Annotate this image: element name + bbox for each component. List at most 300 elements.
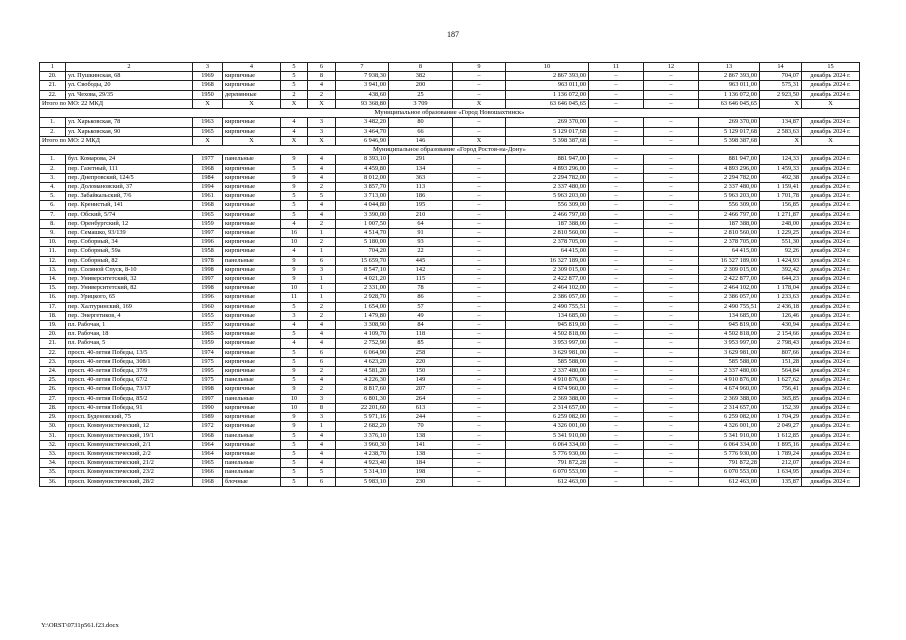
table-cell: 93 bbox=[389, 238, 453, 247]
table-cell: 492,38 bbox=[760, 173, 802, 182]
table-cell: 3 bbox=[308, 413, 336, 422]
table-cell: – bbox=[589, 81, 644, 90]
table-cell: 2 337 480,00 bbox=[699, 367, 760, 376]
table-cell: 1 701,78 bbox=[760, 192, 802, 201]
table-cell: 187 388,00 bbox=[506, 219, 589, 228]
table-cell: 6 259 082,00 bbox=[506, 413, 589, 422]
table-cell: кирпичные bbox=[223, 238, 281, 247]
table-cell: – bbox=[589, 468, 644, 477]
table-cell: – bbox=[644, 275, 699, 284]
table-cell: 5 bbox=[281, 302, 308, 311]
table-cell: 1965 bbox=[193, 127, 223, 136]
table-cell: 1990 bbox=[193, 403, 223, 412]
table-cell: декабрь 2024 г. bbox=[802, 385, 860, 394]
table-cell: 3 bbox=[308, 265, 336, 274]
table-row bbox=[40, 229, 860, 238]
table-cell: 5 129 017,68 bbox=[506, 127, 589, 136]
table-cell: просп. 40-летия Победы, 37/9 bbox=[66, 367, 193, 376]
table-cell: декабрь 2024 г. bbox=[802, 265, 860, 274]
table-cell: пер. Университетский, 82 bbox=[66, 284, 193, 293]
table-row bbox=[40, 403, 860, 412]
table-cell: декабрь 2024 г. bbox=[802, 339, 860, 348]
table-cell: – bbox=[644, 403, 699, 412]
table-cell: кирпичные bbox=[223, 357, 281, 366]
table-cell: 8 547,10 bbox=[336, 265, 389, 274]
table-cell: декабрь 2024 г. bbox=[802, 348, 860, 357]
table-cell: пер. Соборный, 34 bbox=[66, 238, 193, 247]
table-row bbox=[40, 127, 860, 136]
table-cell: 5 963 203,00 bbox=[506, 192, 589, 201]
table-cell: 613 bbox=[389, 403, 453, 412]
table-cell: 1969 bbox=[193, 72, 223, 81]
column-number-cell: 7 bbox=[336, 63, 389, 72]
table-cell: просп. 40-летия Победы, 85/2 bbox=[66, 394, 193, 403]
column-number-cell: 10 bbox=[506, 63, 589, 72]
table-cell: 6 064 334,00 bbox=[699, 440, 760, 449]
table-cell: – bbox=[453, 449, 506, 458]
total-cell: X bbox=[193, 99, 223, 108]
table-cell: 4 bbox=[281, 321, 308, 330]
table-cell: 4 674 960,00 bbox=[699, 385, 760, 394]
table-cell: 5 776 930,00 bbox=[699, 449, 760, 458]
table-cell: 29. bbox=[40, 413, 66, 422]
table-cell: 1 424,93 bbox=[760, 256, 802, 265]
table-cell: 1 178,04 bbox=[760, 284, 802, 293]
table-cell: 149 bbox=[389, 376, 453, 385]
table-cell: 556 309,00 bbox=[506, 201, 589, 210]
total-cell: X bbox=[802, 99, 860, 108]
table-cell: пер. Семашко, 93/139 bbox=[66, 229, 193, 238]
table-cell: 1 bbox=[308, 293, 336, 302]
table-cell: декабрь 2024 г. bbox=[802, 72, 860, 81]
table-cell: 200 bbox=[389, 81, 453, 90]
table-cell: 5 bbox=[281, 72, 308, 81]
table-cell: 2 378 705,00 bbox=[699, 238, 760, 247]
table-row bbox=[40, 422, 860, 431]
table-cell: 8. bbox=[40, 219, 66, 228]
table-cell: 9 bbox=[281, 422, 308, 431]
table-cell: 2 386 057,00 bbox=[506, 293, 589, 302]
table-cell: 4 226,30 bbox=[336, 376, 389, 385]
table-row bbox=[40, 265, 860, 274]
table-cell: 22 bbox=[389, 247, 453, 256]
table-cell: – bbox=[589, 422, 644, 431]
table-row bbox=[40, 81, 860, 90]
table-cell: – bbox=[453, 118, 506, 127]
table-cell: 1965 bbox=[193, 210, 223, 219]
table-cell: – bbox=[589, 403, 644, 412]
table-cell: 1968 bbox=[193, 477, 223, 486]
table-cell: декабрь 2024 г. bbox=[802, 183, 860, 192]
table-cell: 2 386 057,00 bbox=[699, 293, 760, 302]
total-cell: X bbox=[760, 136, 802, 145]
table-cell: 2 337 480,00 bbox=[699, 183, 760, 192]
table-cell: 791 872,28 bbox=[506, 459, 589, 468]
table-cell: – bbox=[453, 431, 506, 440]
column-number-cell: 5 bbox=[281, 63, 308, 72]
total-cell: 3 709 bbox=[389, 99, 453, 108]
table-cell: – bbox=[589, 183, 644, 192]
table-cell: 1977 bbox=[193, 155, 223, 164]
table-row bbox=[40, 72, 860, 81]
table-cell: 212,07 bbox=[760, 459, 802, 468]
table-cell: декабрь 2024 г. bbox=[802, 311, 860, 320]
table-cell: – bbox=[453, 357, 506, 366]
table-cell: 5 341 910,00 bbox=[699, 431, 760, 440]
table-cell: 2 309 015,00 bbox=[506, 265, 589, 274]
table-cell: просп. Коммунистический, 28/2 bbox=[66, 477, 193, 486]
table-cell: пер. Доломановский, 37 bbox=[66, 183, 193, 192]
table-cell: – bbox=[644, 118, 699, 127]
column-number-cell: 1 bbox=[40, 63, 66, 72]
table-row bbox=[40, 210, 860, 219]
table-cell: 612 463,00 bbox=[506, 477, 589, 486]
total-label: Итого по МО: 22 МКД bbox=[40, 99, 193, 108]
table-cell: 3 941,00 bbox=[336, 81, 389, 90]
table-cell: 184 bbox=[389, 459, 453, 468]
table-cell: декабрь 2024 г. bbox=[802, 330, 860, 339]
table-cell: – bbox=[589, 376, 644, 385]
table-cell: 1 271,87 bbox=[760, 210, 802, 219]
table-cell: 2 bbox=[308, 183, 336, 192]
table-cell: 1972 bbox=[193, 422, 223, 431]
table-cell: – bbox=[453, 284, 506, 293]
table-cell: 4 bbox=[281, 339, 308, 348]
table-cell: 4 893 296,00 bbox=[699, 164, 760, 173]
table-cell: кирпичные bbox=[223, 210, 281, 219]
total-cell: – bbox=[589, 99, 644, 108]
table-cell: – bbox=[589, 247, 644, 256]
table-cell: ул. Харьковская, 90 bbox=[66, 127, 193, 136]
table-cell: – bbox=[453, 376, 506, 385]
table-cell: 5 983,10 bbox=[336, 477, 389, 486]
table-cell: – bbox=[644, 422, 699, 431]
table-cell: 2 314 657,00 bbox=[506, 403, 589, 412]
table-cell: 230 bbox=[389, 477, 453, 486]
table-cell: 4 bbox=[308, 440, 336, 449]
table-cell: пл. Рабочая, 1 bbox=[66, 321, 193, 330]
table-cell: 2 294 782,00 bbox=[506, 173, 589, 182]
table-cell: – bbox=[453, 164, 506, 173]
table-cell: кирпичные bbox=[223, 192, 281, 201]
table-cell: 134 685,00 bbox=[506, 311, 589, 320]
table-cell: – bbox=[453, 219, 506, 228]
table-cell: 84 bbox=[389, 321, 453, 330]
table-cell: 1 136 072,00 bbox=[506, 90, 589, 99]
table-cell: декабрь 2024 г. bbox=[802, 127, 860, 136]
total-cell: 63 646 045,65 bbox=[699, 99, 760, 108]
table-cell: 4 238,70 bbox=[336, 449, 389, 458]
table-cell: 32. bbox=[40, 440, 66, 449]
table-cell: 1 654,00 bbox=[336, 302, 389, 311]
table-cell: 4 502 818,00 bbox=[506, 330, 589, 339]
table-row bbox=[40, 311, 860, 320]
table-cell: 2 bbox=[308, 367, 336, 376]
table-row bbox=[40, 376, 860, 385]
table-cell: 6 064 334,00 bbox=[506, 440, 589, 449]
table-cell: декабрь 2024 г. bbox=[802, 164, 860, 173]
table-cell: 5 180,00 bbox=[336, 238, 389, 247]
table-cell: 4 bbox=[308, 459, 336, 468]
table-cell: кирпичные bbox=[223, 219, 281, 228]
table-cell: 1959 bbox=[193, 339, 223, 348]
column-number-cell: 8 bbox=[389, 63, 453, 72]
table-cell: кирпичные bbox=[223, 127, 281, 136]
table-cell: 6. bbox=[40, 201, 66, 210]
table-cell: 156,85 bbox=[760, 201, 802, 210]
table-cell: 138 bbox=[389, 431, 453, 440]
table-cell: 5 bbox=[308, 192, 336, 201]
table-cell: 2 752,90 bbox=[336, 339, 389, 348]
table-cell: – bbox=[453, 275, 506, 284]
table-cell: – bbox=[453, 440, 506, 449]
table-cell: 207 bbox=[389, 385, 453, 394]
table-cell: 5 bbox=[281, 357, 308, 366]
table-cell: 57 bbox=[389, 302, 453, 311]
table-cell: 9 bbox=[281, 183, 308, 192]
table-cell: – bbox=[589, 192, 644, 201]
table-cell: 6 070 553,00 bbox=[506, 468, 589, 477]
table-cell: 5 bbox=[281, 81, 308, 90]
table-cell: – bbox=[453, 311, 506, 320]
table-cell: 1955 bbox=[193, 311, 223, 320]
table-cell: 10. bbox=[40, 238, 66, 247]
table-cell: 5 bbox=[281, 449, 308, 458]
table-cell: – bbox=[589, 238, 644, 247]
table-cell: кирпичные bbox=[223, 293, 281, 302]
table-cell: – bbox=[589, 210, 644, 219]
table-cell: кирпичные bbox=[223, 330, 281, 339]
table-cell: 92,26 bbox=[760, 247, 802, 256]
table-cell: 22. bbox=[40, 90, 66, 99]
table-cell: 4 326 001,00 bbox=[506, 422, 589, 431]
column-number-cell: 3 bbox=[193, 63, 223, 72]
table-cell: 20. bbox=[40, 330, 66, 339]
table-cell: 4 bbox=[308, 155, 336, 164]
table-cell: 20. bbox=[40, 72, 66, 81]
table-cell: 4 bbox=[308, 330, 336, 339]
table-cell: – bbox=[644, 90, 699, 99]
table-row bbox=[40, 431, 860, 440]
column-number-cell: 6 bbox=[308, 63, 336, 72]
table-cell: 11 bbox=[281, 293, 308, 302]
table-cell: 438,60 bbox=[336, 90, 389, 99]
table-cell: 264 bbox=[389, 394, 453, 403]
table-cell: кирпичные bbox=[223, 440, 281, 449]
table-cell: 10 bbox=[281, 403, 308, 412]
table-cell: – bbox=[453, 468, 506, 477]
table-cell: 575,31 bbox=[760, 81, 802, 90]
table-cell: – bbox=[453, 403, 506, 412]
table-cell: пер. Обский, 5/74 bbox=[66, 210, 193, 219]
table-cell: 3 953 997,00 bbox=[699, 339, 760, 348]
table-cell: 291 bbox=[389, 155, 453, 164]
table-cell: кирпичные bbox=[223, 118, 281, 127]
table-cell: 23. bbox=[40, 357, 66, 366]
table-cell: 1 bbox=[308, 247, 336, 256]
table-cell: 4 bbox=[308, 376, 336, 385]
table-cell: – bbox=[589, 155, 644, 164]
table-cell: 195 bbox=[389, 201, 453, 210]
table-cell: 10 bbox=[281, 394, 308, 403]
table-cell: 7. bbox=[40, 210, 66, 219]
table-cell: кирпичные bbox=[223, 449, 281, 458]
table-cell: – bbox=[453, 127, 506, 136]
total-cell: X bbox=[453, 136, 506, 145]
table-cell: 1961 bbox=[193, 192, 223, 201]
table-cell: 4 bbox=[281, 219, 308, 228]
table-cell: 9 bbox=[281, 173, 308, 182]
table-cell: просп. 40-летия Победы, 13/5 bbox=[66, 348, 193, 357]
table-cell: 258 bbox=[389, 348, 453, 357]
table-cell: 4 bbox=[308, 210, 336, 219]
table-row bbox=[40, 219, 860, 228]
table-cell: 5 bbox=[281, 376, 308, 385]
table-cell: – bbox=[589, 302, 644, 311]
table-cell: 2 798,43 bbox=[760, 339, 802, 348]
table-cell: 5 bbox=[281, 164, 308, 173]
table-cell: 5 bbox=[281, 468, 308, 477]
table-cell: 363 bbox=[389, 173, 453, 182]
table-cell: – bbox=[589, 311, 644, 320]
table-cell: 1 459,33 bbox=[760, 164, 802, 173]
table-cell: – bbox=[453, 256, 506, 265]
table-cell: – bbox=[644, 293, 699, 302]
table-cell: 152,39 bbox=[760, 403, 802, 412]
table-cell: 881 947,00 bbox=[506, 155, 589, 164]
table-cell: 704,07 bbox=[760, 72, 802, 81]
table-cell: – bbox=[644, 376, 699, 385]
total-cell: X bbox=[308, 136, 336, 145]
table-cell: 3 713,00 bbox=[336, 192, 389, 201]
table-cell: декабрь 2024 г. bbox=[802, 192, 860, 201]
table-cell: – bbox=[453, 367, 506, 376]
table-cell: 4 bbox=[308, 339, 336, 348]
table-cell: 2 bbox=[308, 385, 336, 394]
table-cell: декабрь 2024 г. bbox=[802, 376, 860, 385]
table-cell: пер. Соляной Спуск, 8-10 bbox=[66, 265, 193, 274]
table-cell: – bbox=[644, 468, 699, 477]
table-cell: декабрь 2024 г. bbox=[802, 440, 860, 449]
table-cell: 791 872,28 bbox=[699, 459, 760, 468]
section-heading-row bbox=[40, 109, 860, 118]
table-row bbox=[40, 173, 860, 182]
table-cell: 135,87 bbox=[760, 477, 802, 486]
table-cell: декабрь 2024 г. bbox=[802, 201, 860, 210]
table-cell: 10 bbox=[281, 238, 308, 247]
table-cell: панельные bbox=[223, 431, 281, 440]
table-cell: 2 466 797,00 bbox=[699, 210, 760, 219]
table-cell: 5 bbox=[281, 440, 308, 449]
table-cell: – bbox=[589, 321, 644, 330]
table-cell: 945 819,00 bbox=[506, 321, 589, 330]
table-row bbox=[40, 394, 860, 403]
column-number-cell: 14 bbox=[760, 63, 802, 72]
table-cell: 3 bbox=[308, 127, 336, 136]
table-cell: 78 bbox=[389, 284, 453, 293]
table-cell: ул. Харьковская, 78 bbox=[66, 118, 193, 127]
total-cell: X bbox=[760, 99, 802, 108]
table-cell: 1968 bbox=[193, 201, 223, 210]
table-cell: 564,84 bbox=[760, 367, 802, 376]
total-cell: – bbox=[589, 136, 644, 145]
table-cell: 8 393,10 bbox=[336, 155, 389, 164]
table-cell: кирпичные bbox=[223, 311, 281, 320]
table-cell: декабрь 2024 г. bbox=[802, 284, 860, 293]
table-cell: – bbox=[453, 155, 506, 164]
table-cell: – bbox=[644, 348, 699, 357]
table-row bbox=[40, 357, 860, 366]
table-cell: 382 bbox=[389, 72, 453, 81]
table-cell: 807,66 bbox=[760, 348, 802, 357]
table-cell: 5 776 930,00 bbox=[506, 449, 589, 458]
table-cell: 5 129 017,68 bbox=[699, 127, 760, 136]
table-cell: 1964 bbox=[193, 440, 223, 449]
table-cell: 6 064,90 bbox=[336, 348, 389, 357]
table-cell: декабрь 2024 г. bbox=[802, 247, 860, 256]
table-cell: – bbox=[644, 238, 699, 247]
table-cell: 2 369 388,00 bbox=[699, 394, 760, 403]
table-row bbox=[40, 413, 860, 422]
table-cell: 644,23 bbox=[760, 275, 802, 284]
table-cell: кирпичные bbox=[223, 348, 281, 357]
total-cell: X bbox=[223, 99, 281, 108]
table-cell: 16. bbox=[40, 293, 66, 302]
table-cell: 1 007,50 bbox=[336, 219, 389, 228]
table-cell: 6 070 553,00 bbox=[699, 468, 760, 477]
section-title: Муниципальное образование «Город Ростов-на-Дону» bbox=[40, 146, 860, 155]
table-cell: 4 910 876,00 bbox=[699, 376, 760, 385]
table-cell: 21. bbox=[40, 339, 66, 348]
table-cell: 2 464 102,00 bbox=[506, 284, 589, 293]
table-cell: – bbox=[589, 339, 644, 348]
table-cell: 18. bbox=[40, 311, 66, 320]
table-cell: 5 bbox=[281, 431, 308, 440]
table-cell: 963 011,00 bbox=[699, 81, 760, 90]
table-cell: пер. Университетский, 32 bbox=[66, 275, 193, 284]
table-cell: декабрь 2024 г. bbox=[802, 238, 860, 247]
table-cell: 248,00 bbox=[760, 219, 802, 228]
table-cell: 6 801,30 bbox=[336, 394, 389, 403]
table-cell: 2 309 015,00 bbox=[699, 265, 760, 274]
table-cell: – bbox=[644, 385, 699, 394]
table-cell: 1997 bbox=[193, 229, 223, 238]
table-cell: 1984 bbox=[193, 173, 223, 182]
table-cell: 1 159,41 bbox=[760, 183, 802, 192]
table-cell: 2 337 480,00 bbox=[506, 183, 589, 192]
table-cell: – bbox=[589, 164, 644, 173]
table-cell: 64 415,00 bbox=[699, 247, 760, 256]
table-cell: 4 910 876,00 bbox=[506, 376, 589, 385]
table-cell: – bbox=[644, 219, 699, 228]
table-cell: 210 bbox=[389, 210, 453, 219]
table-cell: кирпичные bbox=[223, 413, 281, 422]
table-cell: 3 857,70 bbox=[336, 183, 389, 192]
table-cell: 64 415,00 bbox=[506, 247, 589, 256]
table-cell: – bbox=[589, 72, 644, 81]
table-cell: 1968 bbox=[193, 81, 223, 90]
table-cell: 27. bbox=[40, 394, 66, 403]
table-cell: 3 629 981,00 bbox=[699, 348, 760, 357]
table-cell: декабрь 2024 г. bbox=[802, 413, 860, 422]
table-cell: 244 bbox=[389, 413, 453, 422]
table-cell: декабрь 2024 г. bbox=[802, 229, 860, 238]
table-cell: 6 259 082,00 bbox=[699, 413, 760, 422]
table-cell: декабрь 2024 г. bbox=[802, 422, 860, 431]
table-cell: 1 627,62 bbox=[760, 376, 802, 385]
total-cell: X bbox=[802, 136, 860, 145]
table-cell: 7 938,30 bbox=[336, 72, 389, 81]
